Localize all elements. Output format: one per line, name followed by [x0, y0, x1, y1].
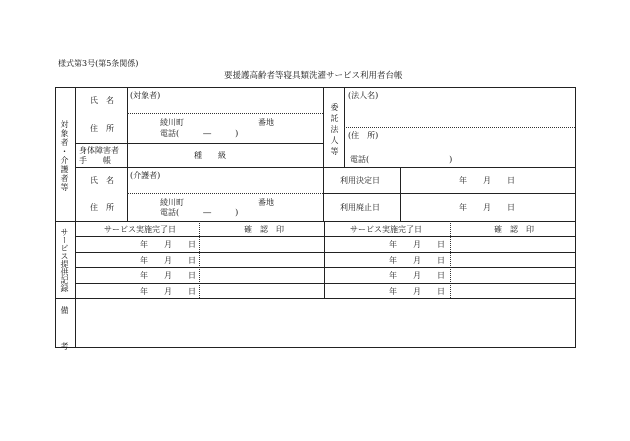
left-name-sep — [127, 113, 323, 114]
service-section-top — [55, 221, 576, 222]
banchi-text: 番地 — [258, 118, 274, 127]
end-date-value: 年 月 日 — [459, 203, 515, 212]
left-service-date-3: 年 月 日 — [140, 271, 196, 280]
form-title: 要援護高齢者等寝具類洗濯サービス利用者台帳 — [224, 71, 403, 81]
right-completion-header: サービス実施完了日 — [350, 225, 422, 234]
frame-left — [55, 87, 56, 348]
left-label-divider — [127, 87, 128, 221]
left-service-date-4: 年 月 日 — [140, 287, 196, 296]
caregiver-town-text: 綾川町 — [160, 198, 184, 207]
service-left-seal-div — [199, 221, 200, 298]
decision-date-value: 年 月 日 — [459, 176, 515, 185]
caregiver-label: (介護者) — [130, 171, 161, 180]
disability-label-2: 手 帳 — [79, 156, 111, 165]
left-seal-header: 確 認 印 — [244, 225, 284, 234]
corp-name-label: (法人名) — [348, 91, 379, 100]
address-label: 住 所 — [90, 124, 114, 133]
caregiver-banchi-text: 番地 — [258, 198, 274, 207]
label-column-divider — [75, 87, 76, 348]
service-row-sep-2 — [75, 267, 575, 268]
service-header-sep — [75, 236, 575, 237]
right-caregiver-sep — [323, 167, 575, 168]
remarks-top — [55, 298, 576, 299]
disability-label-1: 身体障害者 — [79, 146, 119, 155]
entrusted-corp-vertical-label: 委託法人等 — [330, 103, 339, 158]
caregiver-name-label: 氏 名 — [90, 176, 114, 185]
left-completion-header: サービス実施完了日 — [104, 225, 176, 234]
left-service-date-2: 年 月 日 — [140, 256, 196, 265]
left-caregiver-sep — [75, 167, 323, 168]
caregiver-phone-text: 電話( ― ) — [160, 208, 239, 217]
type-grade-label: 種 級 — [194, 151, 226, 160]
right-corp-sep — [344, 127, 575, 128]
corp-address-label: (住 所) — [348, 131, 379, 140]
name-label: 氏 名 — [90, 96, 114, 105]
service-row-sep-1 — [75, 252, 575, 253]
center-divider — [323, 87, 324, 221]
subject-label: (対象者) — [130, 91, 161, 100]
form-number: 様式第3号(第5条関係) — [58, 59, 139, 68]
remarks-vertical-label: 備 考 — [60, 306, 69, 354]
service-row-sep-3 — [75, 283, 575, 284]
left-service-date-1: 年 月 日 — [140, 240, 196, 249]
decision-date-label: 利用決定日 — [340, 176, 380, 185]
frame-right — [575, 87, 576, 348]
town-text: 綾川町 — [160, 118, 184, 127]
right-decision-sep — [323, 193, 575, 194]
right-service-date-1: 年 月 日 — [389, 240, 445, 249]
service-record-vertical-label: サービス提供記録 — [60, 228, 69, 292]
frame-bottom — [55, 347, 576, 348]
service-right-seal-div — [450, 221, 451, 298]
caregiver-address-label: 住 所 — [90, 203, 114, 212]
subject-caregiver-vertical-label: 対象者・介護者等 — [60, 120, 69, 192]
right-date-divider — [400, 167, 401, 221]
service-center-divider — [324, 221, 325, 298]
right-service-date-3: 年 月 日 — [389, 271, 445, 280]
right-service-date-4: 年 月 日 — [389, 287, 445, 296]
phone-text: 電話( ― ) — [160, 129, 239, 138]
frame-top — [55, 87, 576, 88]
left-cg-name-sep — [127, 193, 323, 194]
right-service-date-2: 年 月 日 — [389, 256, 445, 265]
corp-phone-text: 電話( ) — [350, 155, 453, 164]
end-date-label: 利用廃止日 — [340, 203, 380, 212]
left-addr-sep — [75, 143, 323, 144]
right-seal-header: 確 認 印 — [494, 225, 534, 234]
